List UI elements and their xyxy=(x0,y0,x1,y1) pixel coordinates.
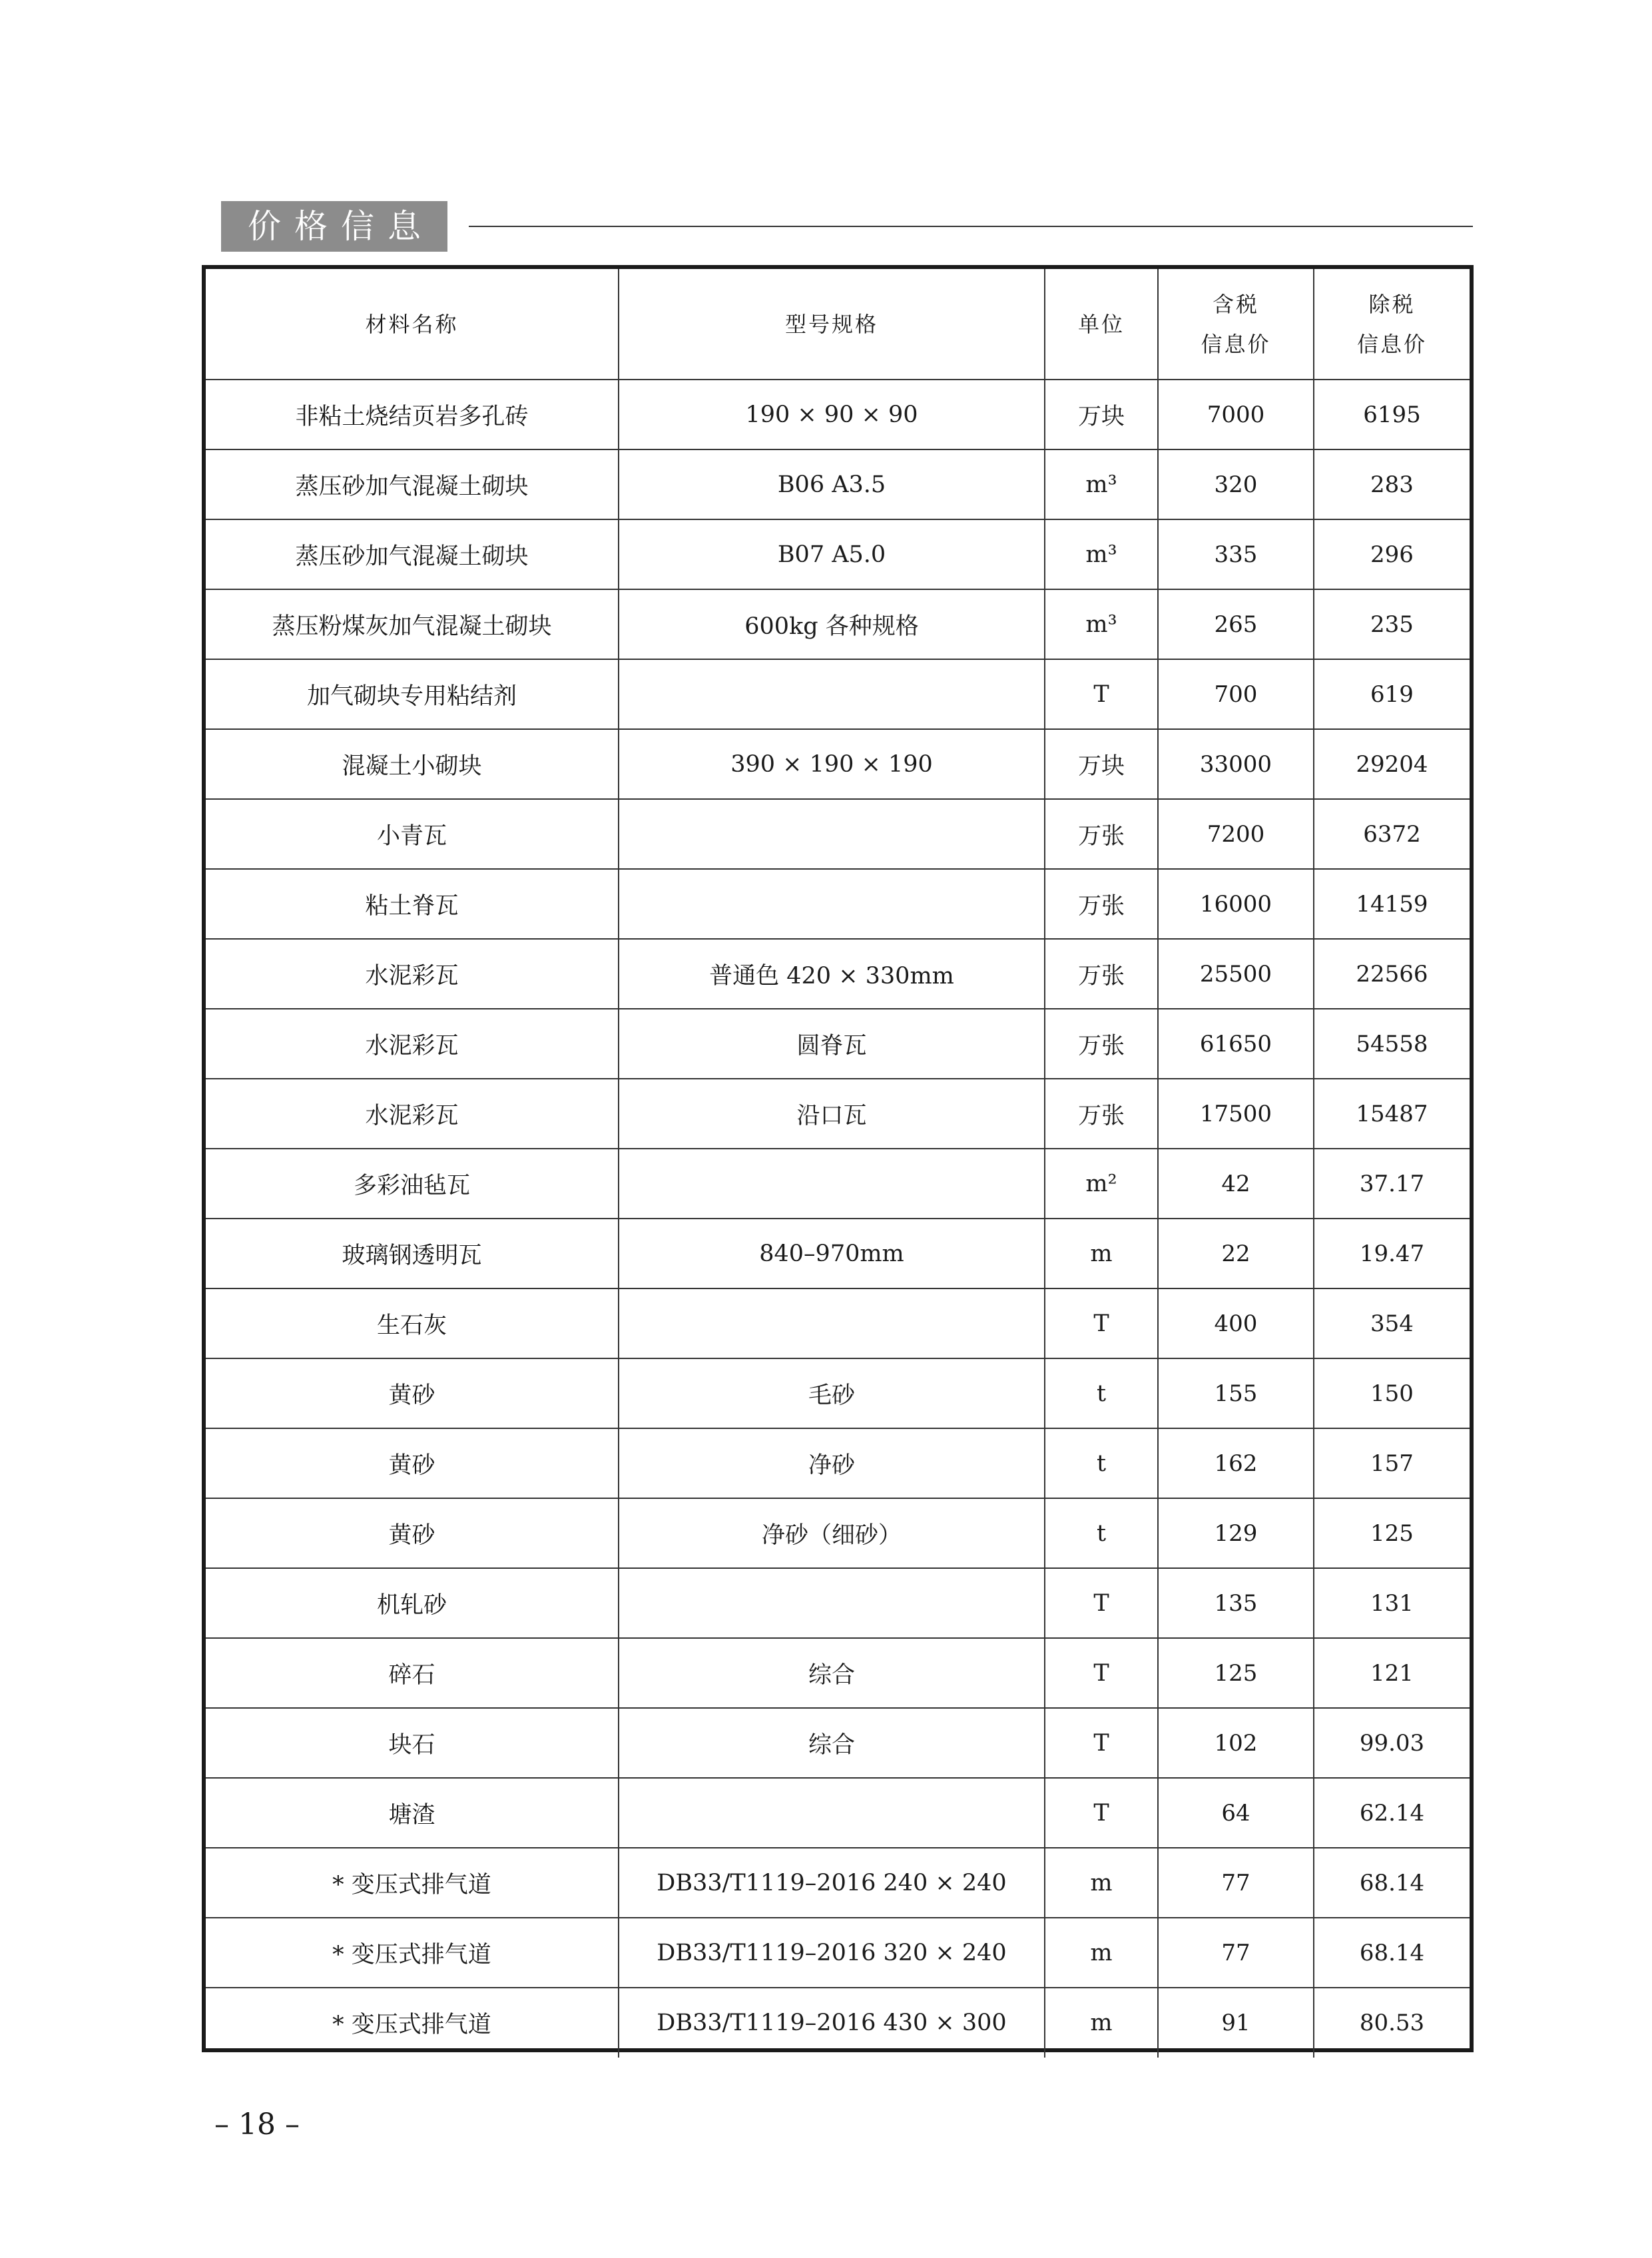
spec-cell: 圆脊瓦 xyxy=(619,1009,1045,1079)
table-row xyxy=(206,589,1470,659)
spec-cell xyxy=(619,799,1045,869)
material-name-cell: 机轧砂 xyxy=(206,1568,619,1638)
material-name-cell: 加气砌块专用粘结剂 xyxy=(206,659,619,729)
price-with-tax-cell: 155 xyxy=(1158,1358,1314,1428)
price-without-tax-cell: 125 xyxy=(1314,1498,1470,1568)
price-with-tax-cell: 77 xyxy=(1158,1848,1314,1918)
header-unit: 单位 xyxy=(1045,269,1158,380)
unit-cell: 万张 xyxy=(1045,1079,1158,1149)
spec-cell xyxy=(619,869,1045,939)
price-table-container xyxy=(202,265,1474,2052)
table-row xyxy=(206,1638,1470,1708)
unit-cell: T xyxy=(1045,1568,1158,1638)
price-without-tax-cell: 121 xyxy=(1314,1638,1470,1708)
price-without-tax-cell: 54558 xyxy=(1314,1009,1470,1079)
spec-cell: 600kg 各种规格 xyxy=(619,589,1045,659)
unit-cell: m³ xyxy=(1045,519,1158,589)
header-price-with-tax-line1: 含税 xyxy=(1212,291,1259,317)
table-row xyxy=(206,729,1470,799)
unit-cell: m xyxy=(1045,1848,1158,1918)
header-price-without-tax-line2: 信息价 xyxy=(1356,331,1427,357)
price-with-tax-cell: 17500 xyxy=(1158,1079,1314,1149)
price-with-tax-cell: 129 xyxy=(1158,1498,1314,1568)
spec-cell: 840–970mm xyxy=(619,1219,1045,1288)
spec-cell xyxy=(619,1149,1045,1219)
material-name-cell: 塘渣 xyxy=(206,1778,619,1848)
unit-cell: 万张 xyxy=(1045,939,1158,1009)
material-name-cell: 黄砂 xyxy=(206,1498,619,1568)
table-row xyxy=(206,1009,1470,1079)
material-name-cell: 粘土脊瓦 xyxy=(206,869,619,939)
price-without-tax-cell: 235 xyxy=(1314,589,1470,659)
section-divider xyxy=(469,226,1473,227)
price-without-tax-cell: 80.53 xyxy=(1314,1988,1470,2058)
price-with-tax-cell: 91 xyxy=(1158,1988,1314,2058)
material-name-cell: 黄砂 xyxy=(206,1428,619,1498)
unit-cell: 万张 xyxy=(1045,869,1158,939)
unit-cell: 万张 xyxy=(1045,799,1158,869)
header-price-with-tax-line2: 信息价 xyxy=(1201,331,1271,357)
table-row xyxy=(206,1988,1470,2058)
header-spec: 型号规格 xyxy=(619,269,1045,380)
price-with-tax-cell: 700 xyxy=(1158,659,1314,729)
material-name-cell: 非粘土烧结页岩多孔砖 xyxy=(206,380,619,449)
price-without-tax-cell: 19.47 xyxy=(1314,1219,1470,1288)
price-with-tax-cell: 125 xyxy=(1158,1638,1314,1708)
table-row xyxy=(206,1498,1470,1568)
price-table xyxy=(206,269,1470,2058)
spec-cell: DB33/T1119–2016 320 × 240 xyxy=(619,1918,1045,1988)
table-row xyxy=(206,1149,1470,1219)
table-row xyxy=(206,799,1470,869)
material-name-cell: * 变压式排气道 xyxy=(206,1988,619,2058)
section-header xyxy=(221,201,1473,252)
table-row xyxy=(206,519,1470,589)
table-row xyxy=(206,939,1470,1009)
table-row xyxy=(206,1778,1470,1848)
price-without-tax-cell: 6195 xyxy=(1314,380,1470,449)
material-name-cell: 小青瓦 xyxy=(206,799,619,869)
unit-cell: T xyxy=(1045,659,1158,729)
price-with-tax-cell: 265 xyxy=(1158,589,1314,659)
price-without-tax-cell: 37.17 xyxy=(1314,1149,1470,1219)
material-name-cell: 水泥彩瓦 xyxy=(206,1009,619,1079)
table-row xyxy=(206,1848,1470,1918)
price-without-tax-cell: 15487 xyxy=(1314,1079,1470,1149)
price-without-tax-cell: 283 xyxy=(1314,449,1470,519)
page-number: – 18 – xyxy=(214,2108,300,2141)
header-price-without-tax xyxy=(1314,269,1470,380)
price-with-tax-cell: 77 xyxy=(1158,1918,1314,1988)
material-name-cell: 多彩油毡瓦 xyxy=(206,1149,619,1219)
table-row xyxy=(206,1079,1470,1149)
spec-cell: DB33/T1119–2016 240 × 240 xyxy=(619,1848,1045,1918)
table-row xyxy=(206,1358,1470,1428)
material-name-cell: 碎石 xyxy=(206,1638,619,1708)
material-name-cell: 水泥彩瓦 xyxy=(206,939,619,1009)
price-without-tax-cell: 68.14 xyxy=(1314,1918,1470,1988)
price-without-tax-cell: 354 xyxy=(1314,1288,1470,1358)
table-row xyxy=(206,1568,1470,1638)
unit-cell: T xyxy=(1045,1708,1158,1778)
price-with-tax-cell: 42 xyxy=(1158,1149,1314,1219)
spec-cell: B06 A3.5 xyxy=(619,449,1045,519)
price-without-tax-cell: 29204 xyxy=(1314,729,1470,799)
price-with-tax-cell: 162 xyxy=(1158,1428,1314,1498)
price-with-tax-cell: 335 xyxy=(1158,519,1314,589)
price-with-tax-cell: 64 xyxy=(1158,1778,1314,1848)
price-with-tax-cell: 22 xyxy=(1158,1219,1314,1288)
unit-cell: m xyxy=(1045,1918,1158,1988)
price-without-tax-cell: 6372 xyxy=(1314,799,1470,869)
table-row xyxy=(206,1918,1470,1988)
table-row xyxy=(206,659,1470,729)
table-row xyxy=(206,1708,1470,1778)
unit-cell: 万块 xyxy=(1045,729,1158,799)
unit-cell: T xyxy=(1045,1778,1158,1848)
table-row xyxy=(206,1219,1470,1288)
header-material-name: 材料名称 xyxy=(206,269,619,380)
price-without-tax-cell: 14159 xyxy=(1314,869,1470,939)
spec-cell: 综合 xyxy=(619,1638,1045,1708)
price-with-tax-cell: 61650 xyxy=(1158,1009,1314,1079)
spec-cell: 综合 xyxy=(619,1708,1045,1778)
price-with-tax-cell: 102 xyxy=(1158,1708,1314,1778)
price-with-tax-cell: 7000 xyxy=(1158,380,1314,449)
price-with-tax-cell: 33000 xyxy=(1158,729,1314,799)
table-row xyxy=(206,449,1470,519)
price-with-tax-cell: 25500 xyxy=(1158,939,1314,1009)
unit-cell: t xyxy=(1045,1498,1158,1568)
spec-cell: 净砂（细砂） xyxy=(619,1498,1045,1568)
unit-cell: t xyxy=(1045,1428,1158,1498)
material-name-cell: 蒸压粉煤灰加气混凝土砌块 xyxy=(206,589,619,659)
spec-cell xyxy=(619,659,1045,729)
header-price-with-tax xyxy=(1158,269,1314,380)
material-name-cell: 蒸压砂加气混凝土砌块 xyxy=(206,449,619,519)
spec-cell: 普通色 420 × 330mm xyxy=(619,939,1045,1009)
price-without-tax-cell: 619 xyxy=(1314,659,1470,729)
table-row xyxy=(206,1288,1470,1358)
header-price-without-tax-line1: 除税 xyxy=(1368,291,1416,317)
section-title: 价格信息 xyxy=(221,201,447,252)
unit-cell: 万张 xyxy=(1045,1009,1158,1079)
material-name-cell: 玻璃钢透明瓦 xyxy=(206,1219,619,1288)
spec-cell: DB33/T1119–2016 430 × 300 xyxy=(619,1988,1045,2058)
table-header-row xyxy=(206,269,1470,380)
price-with-tax-cell: 7200 xyxy=(1158,799,1314,869)
spec-cell xyxy=(619,1778,1045,1848)
spec-cell: B07 A5.0 xyxy=(619,519,1045,589)
material-name-cell: 黄砂 xyxy=(206,1358,619,1428)
material-name-cell: 生石灰 xyxy=(206,1288,619,1358)
table-body xyxy=(206,380,1470,2058)
material-name-cell: 水泥彩瓦 xyxy=(206,1079,619,1149)
spec-cell: 净砂 xyxy=(619,1428,1045,1498)
unit-cell: m³ xyxy=(1045,449,1158,519)
material-name-cell: 混凝土小砌块 xyxy=(206,729,619,799)
unit-cell: T xyxy=(1045,1638,1158,1708)
table-row xyxy=(206,869,1470,939)
spec-cell xyxy=(619,1568,1045,1638)
price-without-tax-cell: 296 xyxy=(1314,519,1470,589)
material-name-cell: * 变压式排气道 xyxy=(206,1918,619,1988)
price-without-tax-cell: 131 xyxy=(1314,1568,1470,1638)
price-with-tax-cell: 320 xyxy=(1158,449,1314,519)
spec-cell: 沿口瓦 xyxy=(619,1079,1045,1149)
spec-cell: 390 × 190 × 190 xyxy=(619,729,1045,799)
material-name-cell: 蒸压砂加气混凝土砌块 xyxy=(206,519,619,589)
price-with-tax-cell: 400 xyxy=(1158,1288,1314,1358)
price-without-tax-cell: 22566 xyxy=(1314,939,1470,1009)
unit-cell: m² xyxy=(1045,1149,1158,1219)
unit-cell: T xyxy=(1045,1288,1158,1358)
unit-cell: m xyxy=(1045,1988,1158,2058)
price-without-tax-cell: 68.14 xyxy=(1314,1848,1470,1918)
price-without-tax-cell: 150 xyxy=(1314,1358,1470,1428)
price-without-tax-cell: 157 xyxy=(1314,1428,1470,1498)
material-name-cell: 块石 xyxy=(206,1708,619,1778)
price-without-tax-cell: 99.03 xyxy=(1314,1708,1470,1778)
spec-cell xyxy=(619,1288,1045,1358)
price-with-tax-cell: 135 xyxy=(1158,1568,1314,1638)
spec-cell: 190 × 90 × 90 xyxy=(619,380,1045,449)
table-row xyxy=(206,1428,1470,1498)
unit-cell: m³ xyxy=(1045,589,1158,659)
unit-cell: m xyxy=(1045,1219,1158,1288)
spec-cell: 毛砂 xyxy=(619,1358,1045,1428)
table-row xyxy=(206,380,1470,449)
material-name-cell: * 变压式排气道 xyxy=(206,1848,619,1918)
unit-cell: 万块 xyxy=(1045,380,1158,449)
price-with-tax-cell: 16000 xyxy=(1158,869,1314,939)
unit-cell: t xyxy=(1045,1358,1158,1428)
price-without-tax-cell: 62.14 xyxy=(1314,1778,1470,1848)
